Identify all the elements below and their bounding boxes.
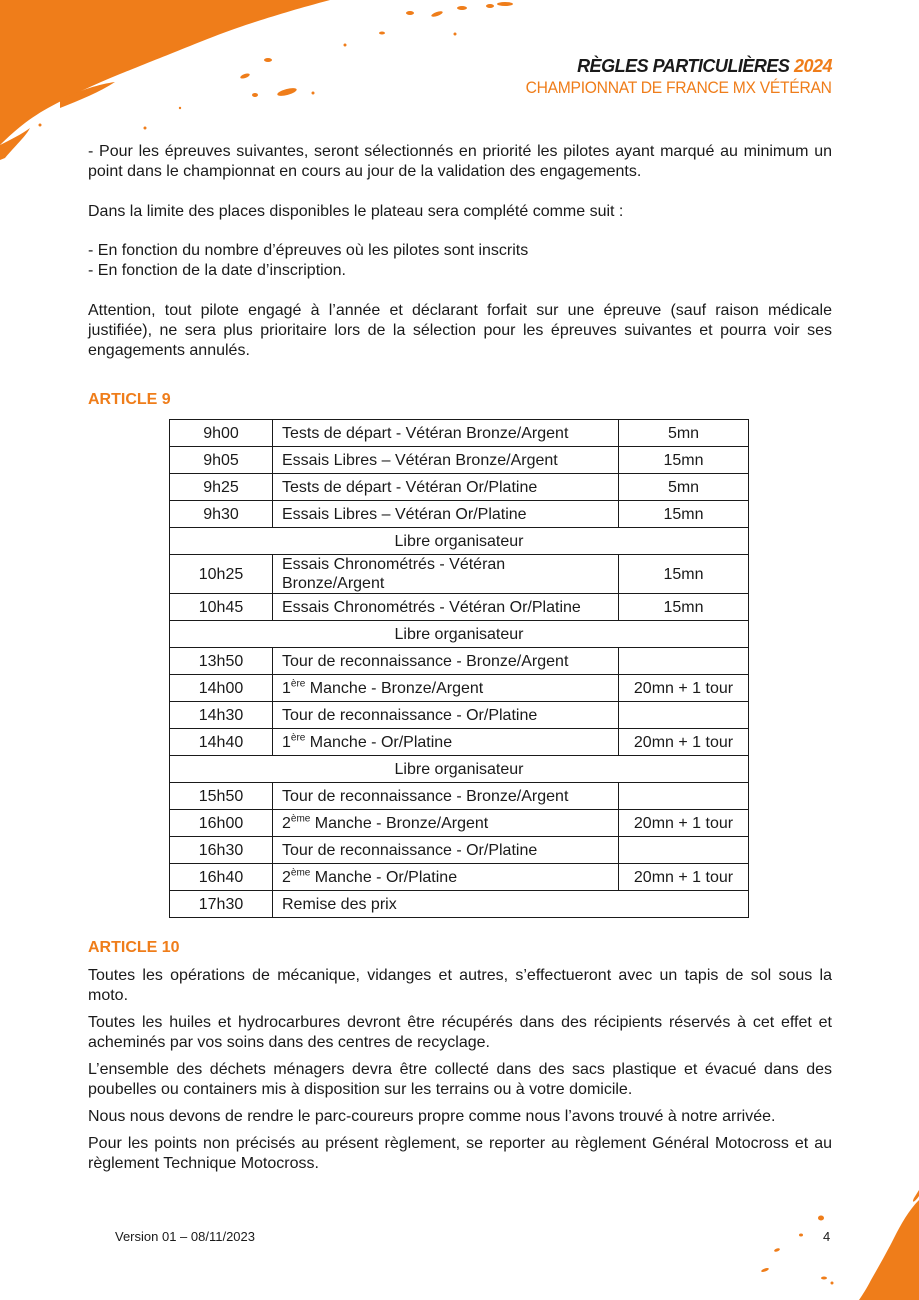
heat-label: Manche - Or/Platine [310,868,458,886]
schedule-time: 13h50 [170,648,273,675]
schedule-event: Essais Chronométrés - Vétéran Or/Platine [273,594,619,621]
intro-paragraph-1: - Pour les épreuves suivantes, seront sélectionnés en priorité les pilotes ayant marqué au minimum un point dans le championnat en cours au jour de la validation des engagements. [88,143,832,180]
schedule-time: 16h30 [170,837,273,864]
schedule-time: 10h45 [170,594,273,621]
schedule-event: Tour de reconnaissance - Bronze/Argent [273,648,619,675]
schedule-time: 14h40 [170,729,273,756]
schedule-event [273,864,619,891]
schedule-duration: 15mn [619,501,749,528]
schedule-event: Essais Libres – Vétéran Or/Platine [273,501,619,528]
intro-bullet-1: - En fonction du nombre d’épreuves où les pilotes sont inscrits [88,242,529,259]
schedule-duration: 5mn [619,420,749,447]
footer-version: Version 01 – 08/11/2023 [115,1229,255,1244]
schedule-time: 9h25 [170,474,273,501]
heat-label: Manche - Bronze/Argent [305,679,484,697]
article-9-heading: ARTICLE 9 [88,391,171,408]
heat-ordinal: ème [290,867,311,879]
intro-paragraph-2: Dans la limite des places disponibles le plateau sera complété comme suit : [88,203,624,220]
heat-ordinal: ème [290,813,311,825]
schedule-time: 15h50 [170,783,273,810]
schedule-time: 10h25 [170,555,273,594]
schedule-event [273,810,619,837]
schedule-row [170,594,749,621]
schedule-event: Essais Chronométrés - Vétéran Bronze/Argent [273,555,619,594]
schedule-table-body [170,420,749,918]
schedule-duration: 20mn + 1 tour [619,729,749,756]
schedule-row [170,837,749,864]
orange-splash-bottom [749,1190,919,1300]
schedule-event: Tests de départ - Vétéran Or/Platine [273,474,619,501]
schedule-time: 9h05 [170,447,273,474]
schedule-free-slot: Libre organisateur [170,756,749,783]
schedule-time: 17h30 [170,891,273,918]
schedule-row [170,447,749,474]
schedule-row [170,783,749,810]
article-10-paragraph: Nous nous devons de rendre le parc-coureurs propre comme nous l’avons trouvé à notre arrivée. [88,1108,776,1125]
header-subtitle: CHAMPIONNAT DE FRANCE MX VÉTÉRAN [525,78,832,97]
schedule-time: 14h30 [170,702,273,729]
schedule-duration [619,648,749,675]
schedule-duration: 20mn + 1 tour [619,810,749,837]
schedule-row [170,501,749,528]
article-10-paragraph: Toutes les huiles et hydrocarbures devront être récupérés dans des récipients réservés à cet effet et acheminés par vos soins dans des centres de recyclage. [88,1014,832,1051]
schedule-event [273,729,619,756]
schedule-duration: 5mn [619,474,749,501]
schedule-duration [619,837,749,864]
schedule-duration: 15mn [619,594,749,621]
heat-number: 1 [282,679,291,697]
schedule-row [170,810,749,837]
schedule-row [170,420,749,447]
heat-label: Manche - Or/Platine [305,733,453,751]
schedule-event: Tour de reconnaissance - Or/Platine [273,837,619,864]
schedule-row [170,756,749,783]
schedule-event: Tour de reconnaissance - Or/Platine [273,702,619,729]
schedule-row [170,648,749,675]
intro-paragraph-3: Attention, tout pilote engagé à l’année et déclarant forfait sur une épreuve (sauf raison médicale justifiée), ne sera plus prioritaire lors de la sélection pour les épreuves suivantes et pourra voir ses engagements annulés. [88,302,832,359]
schedule-row [170,528,749,555]
schedule-free-slot: Libre organisateur [170,621,749,648]
schedule-duration: 15mn [619,447,749,474]
heat-number: 1 [282,733,291,751]
schedule-duration: 15mn [619,555,749,594]
schedule-time: 9h30 [170,501,273,528]
schedule-row [170,702,749,729]
schedule-time: 16h00 [170,810,273,837]
schedule-duration [619,783,749,810]
article-10-paragraph: L’ensemble des déchets ménagers devra être collecté dans des sacs plastique et évacué dans des poubelles ou containers mis à disposition sur les terrains ou à votre domicile. [88,1061,832,1098]
schedule-duration: 20mn + 1 tour [619,864,749,891]
schedule-event: Tour de reconnaissance - Bronze/Argent [273,783,619,810]
article-10-body [88,966,832,1174]
schedule-row [170,675,749,702]
schedule-row [170,729,749,756]
schedule-row [170,864,749,891]
article-10-paragraph: Toutes les opérations de mécanique, vidanges et autres, s’effectueront avec un tapis de sol sous la moto. [88,967,832,1004]
schedule-row [170,621,749,648]
schedule-event [273,675,619,702]
schedule-table [169,419,749,918]
heat-ordinal: ère [290,732,306,744]
page-number: 4 [823,1229,831,1244]
page-content [88,142,832,1174]
document-header [499,56,832,98]
schedule-event: Tests de départ - Vétéran Bronze/Argent [273,420,619,447]
heat-label: Manche - Bronze/Argent [310,814,489,832]
article-10-heading: ARTICLE 10 [88,939,180,956]
schedule-event: Remise des prix [273,891,749,918]
header-title [499,56,832,77]
heat-number: 2 [282,814,291,832]
header-title-text: RÈGLES PARTICULIÈRES [577,56,790,76]
schedule-row [170,891,749,918]
schedule-free-slot: Libre organisateur [170,528,749,555]
article-10-paragraph: Pour les points non précisés au présent règlement, se reporter au règlement Général Motocross et au règlement Technique Motocross. [88,1135,832,1172]
schedule-event: Essais Libres – Vétéran Bronze/Argent [273,447,619,474]
intro-bullet-2: - En fonction de la date d’inscription. [88,262,346,279]
heat-number: 2 [282,868,291,886]
heat-ordinal: ère [290,678,306,690]
schedule-time: 14h00 [170,675,273,702]
schedule-duration: 20mn + 1 tour [619,675,749,702]
schedule-time: 9h00 [170,420,273,447]
schedule-duration [619,702,749,729]
schedule-time: 16h40 [170,864,273,891]
schedule-row [170,474,749,501]
header-year: 2024 [793,56,832,76]
schedule-row [170,555,749,594]
